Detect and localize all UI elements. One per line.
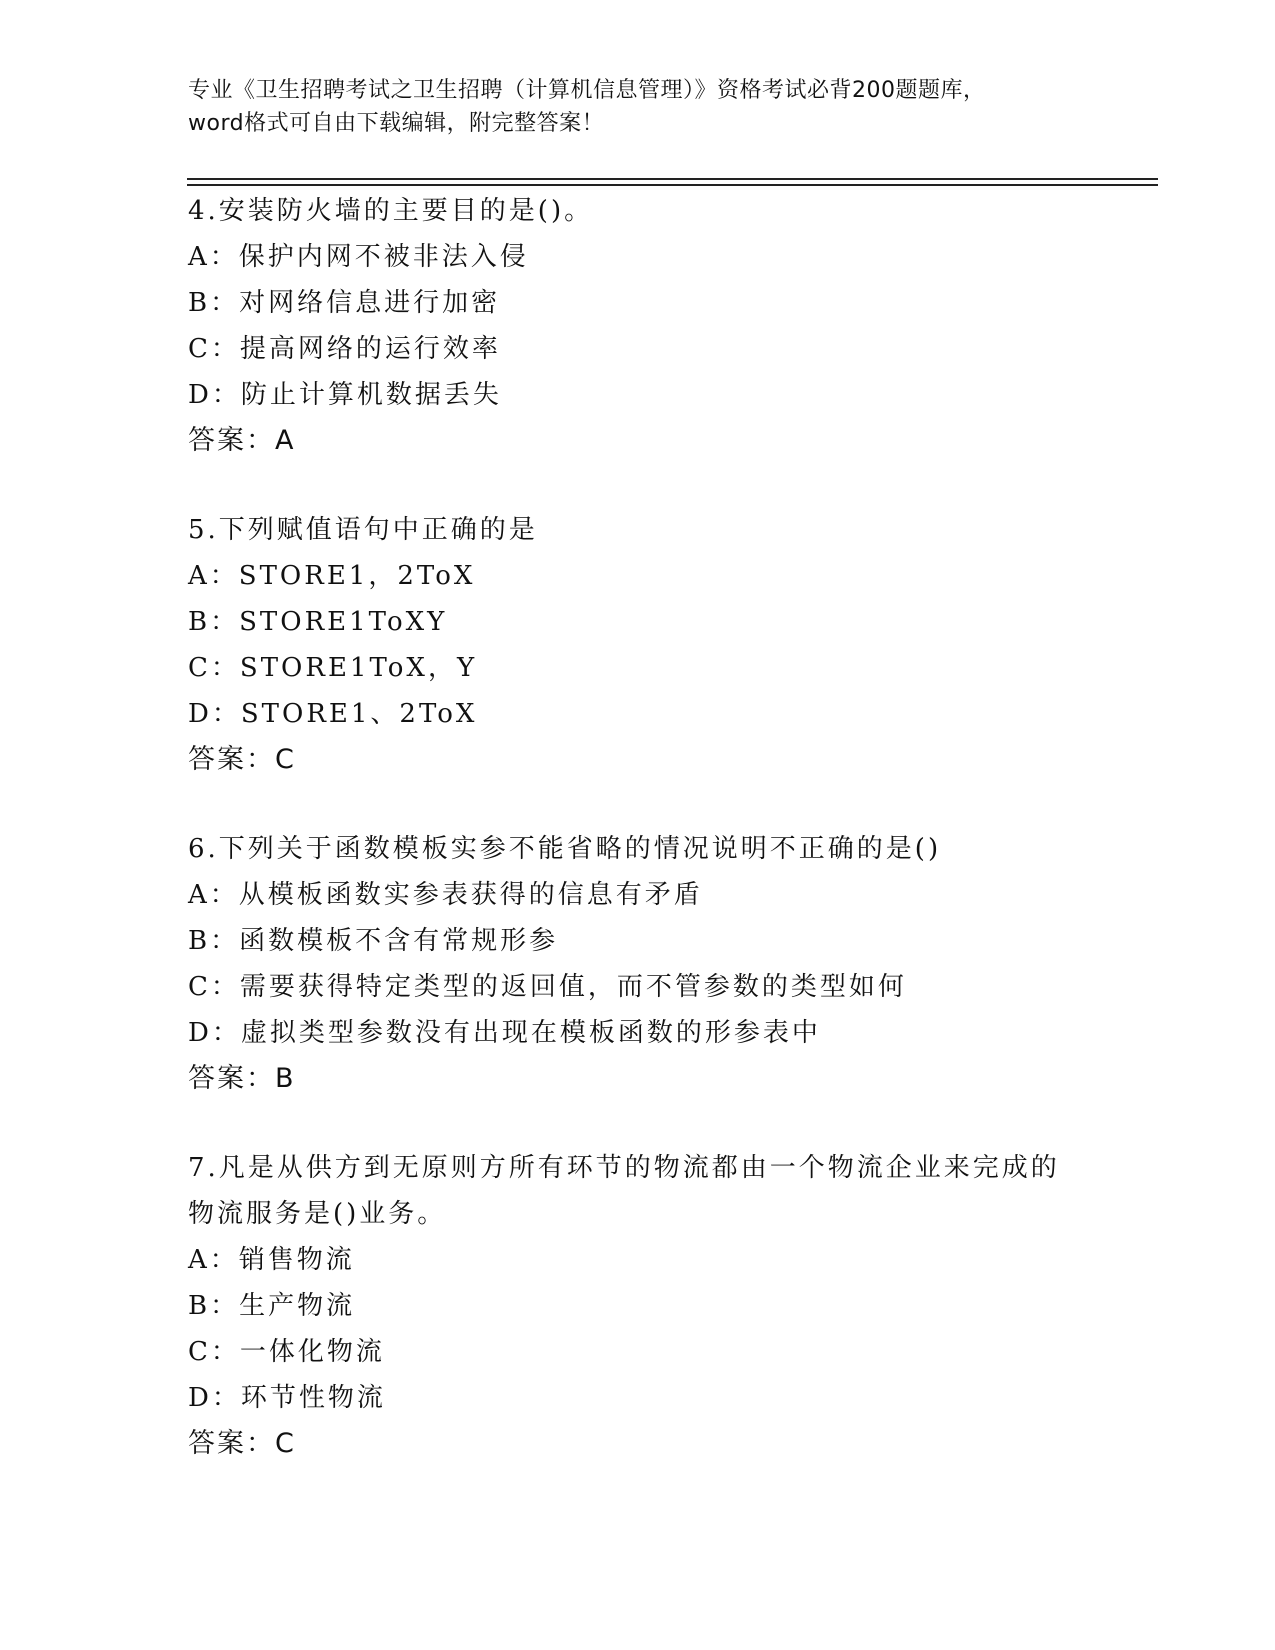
answer: 答案：A (188, 425, 296, 456)
question-stem: 6.下列关于函数模板实参不能省略的情况说明不正确的是() (188, 834, 942, 864)
option-a: A：STORE1，2ToX (188, 561, 476, 591)
answer: 答案：C (188, 1428, 296, 1459)
document-header (188, 74, 1088, 140)
option-b: B：函数模板不含有常规形参 (188, 926, 559, 956)
option-b: B：对网络信息进行加密 (188, 288, 501, 318)
answer: 答案：C (188, 744, 296, 775)
question-7 (188, 1145, 1088, 1467)
header-divider-bottom (187, 184, 1158, 186)
option-c: C：一体化物流 (188, 1337, 385, 1367)
option-d: D：STORE1、2ToX (188, 699, 478, 729)
answer: 答案：B (188, 1063, 296, 1094)
header-divider-top (187, 178, 1158, 180)
option-b: B：STORE1ToXY (188, 607, 448, 637)
question-stem-continued: 物流服务是()业务。 (188, 1199, 447, 1229)
option-c: C：提高网络的运行效率 (188, 334, 501, 364)
header-title-line: 专业《卫生招聘考试之卫生招聘（计算机信息管理）》资格考试必背200题题库， (188, 78, 986, 103)
header-subtitle-line: word格式可自由下载编辑，附完整答案！ (188, 111, 605, 136)
option-c: C：STORE1ToX，Y (188, 653, 478, 683)
question-5 (188, 507, 1088, 783)
option-a: A：销售物流 (188, 1245, 355, 1275)
option-d: D：环节性物流 (188, 1383, 386, 1413)
option-b: B：生产物流 (188, 1291, 356, 1321)
option-a: A：从模板函数实参表获得的信息有矛盾 (188, 880, 703, 910)
option-a: A：保护内网不被非法入侵 (188, 242, 529, 272)
question-stem: 7.凡是从供方到无原则方所有环节的物流都由一个物流企业来完成的 (188, 1153, 1060, 1183)
option-d: D：防止计算机数据丢失 (188, 380, 502, 410)
question-stem: 5.下列赋值语句中正确的是 (188, 515, 538, 545)
question-4 (188, 188, 1088, 464)
option-d: D：虚拟类型参数没有出现在模板函数的形参表中 (188, 1018, 821, 1048)
question-6 (188, 826, 1088, 1102)
question-stem: 4.安装防火墙的主要目的是()。 (188, 196, 594, 226)
option-c: C：需要获得特定类型的返回值，而不管参数的类型如何 (188, 972, 907, 1002)
